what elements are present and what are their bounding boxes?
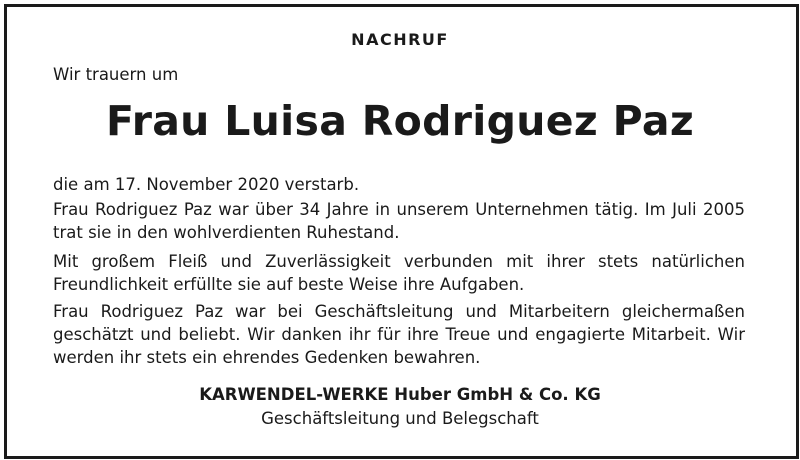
signature-subtitle: Geschäftsleitung und Belegschaft [261,409,539,428]
page-title: NACHRUF [351,30,449,49]
company-signature: KARWENDEL-WERKE Huber GmbH & Co. KG [199,385,601,404]
paragraph-death-date: die am 17. November 2020 verstarb. [53,175,360,194]
deceased-name: Frau Luisa Rodriguez Paz [106,97,694,145]
paragraph-remembrance: Frau Rodriguez Paz war bei Geschäftsleitung und Mitarbeitern gleichermaßen geschätzt und beliebt. Wir danken ihr für ihre Treue und engagierte Mitarbeit. Wir werden ihr stets ein ehrendes Gedenken bewahren. [53,302,745,367]
paragraph-tribute: Mit großem Fleiß und Zuverlässigkeit verbunden mit ihrer stets natürlichen Freundlichkeit erfüllte sie auf beste Weise ihre Aufgaben. [53,252,745,294]
intro-text: Wir trauern um [53,65,179,84]
paragraph-career: Frau Rodriguez Paz war über 34 Jahre in unserem Unternehmen tätig. Im Juli 2005 trat sie in den wohlverdienten Ruhestand. [53,200,745,242]
